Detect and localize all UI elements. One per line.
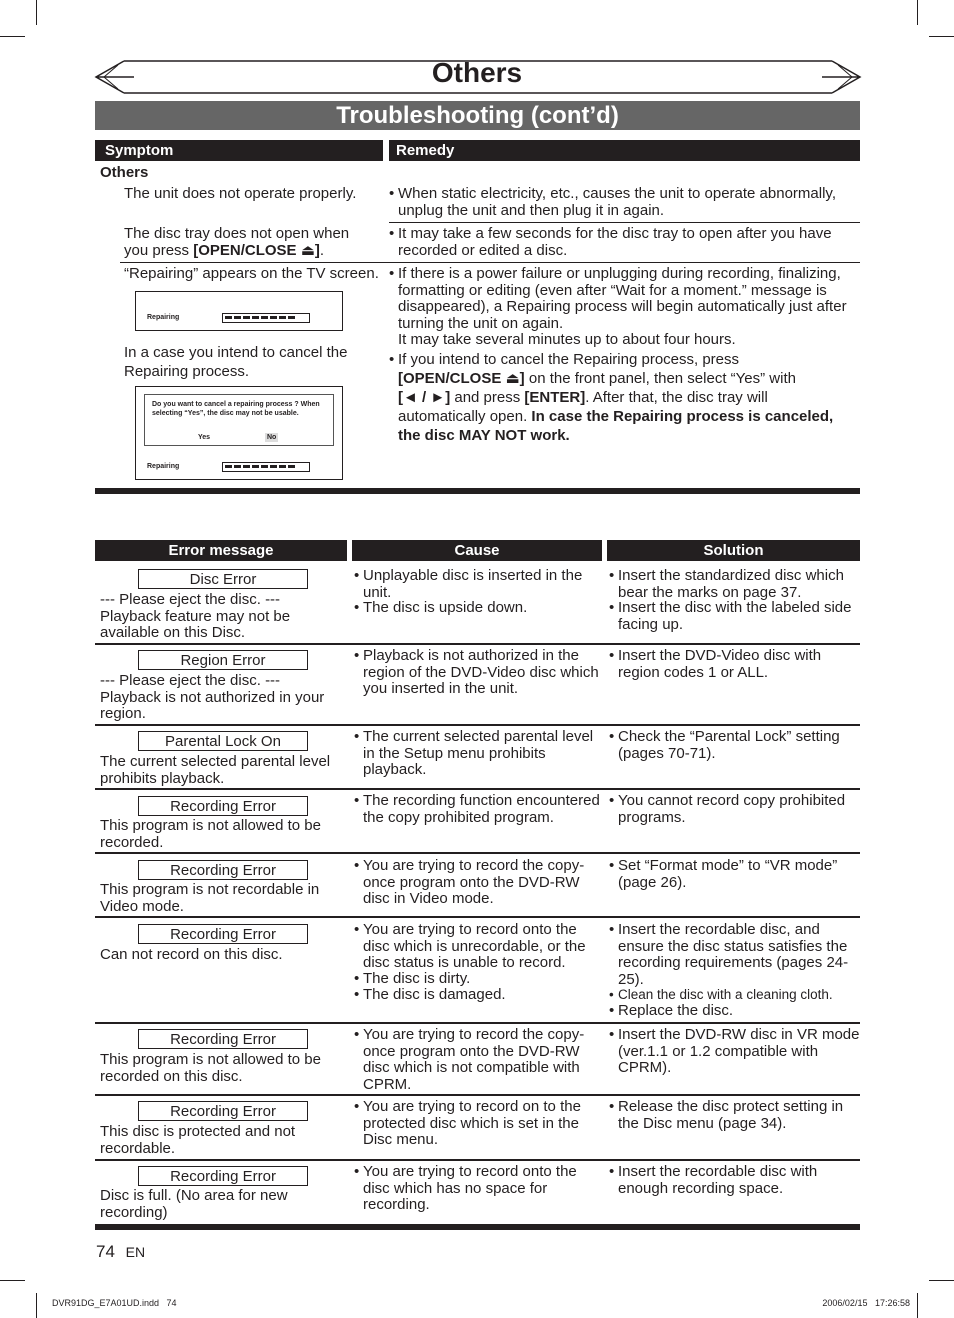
remedy-3b-warning-2: the disc MAY NOT work.: [398, 427, 570, 444]
section-title: Troubleshooting (cont’d): [95, 101, 860, 130]
table-end-rule: [95, 1224, 860, 1230]
error-box: Recording Error: [138, 796, 308, 816]
remedy-3b-line1: If you intend to cancel the Repairing process, press: [398, 351, 740, 368]
others-section-label: Others: [100, 164, 149, 181]
error-message: This disc is protected and not recordable.: [100, 1123, 296, 1157]
solution-item: • Set “Format mode” to “VR mode” (page 26).: [609, 858, 866, 891]
row-divider: [95, 1159, 860, 1161]
cause-item: • You are trying to record the copy-once program onto the DVD-RW disc which is not compatible with CPRM.: [354, 1027, 603, 1093]
row-divider: [95, 788, 860, 790]
enter-key: [ENTER]: [524, 389, 586, 406]
repairing-label: Repairing: [147, 314, 180, 321]
solution-item: • Release the disc protect setting in the Disc menu (page 34).: [609, 1099, 866, 1132]
remedy-3b-warning: In case the Repairing process is canceled,: [531, 408, 834, 425]
page-number: [96, 1242, 145, 1262]
error-message: Can not record on this disc.: [100, 946, 283, 963]
cause-item: • You are trying to record on to the protected disc which is set in the Disc menu.: [354, 1099, 603, 1149]
error-message: This program is not allowed to be recorded on this disc.: [100, 1051, 321, 1085]
crop-mark: [917, 0, 918, 25]
page-title: Others: [431, 57, 523, 88]
language-code: EN: [125, 1244, 146, 1260]
remedy-3b-after: . After that, the disc tray will: [585, 389, 768, 406]
symptom-2: [124, 226, 374, 259]
footer-file: DVR91DG_E7A01UD.indd 74: [52, 1298, 177, 1308]
cause-item: • The disc is upside down.: [354, 600, 603, 617]
remedy-3b-and-press: and press: [450, 389, 525, 406]
symptom-2-post: .: [319, 241, 325, 259]
error-message: --- Please eject the disc. --- Playback is not authorized in your region.: [100, 672, 325, 722]
arrow-keys: [◄ / ►]: [398, 389, 451, 406]
remedy-2: • It may take a few seconds for the disc tray to open after you have recorded or edited a disc.: [389, 226, 865, 259]
solution-item: • Insert the recordable disc, and ensure the disc status satisfies the recording requirements (pages 24-25).: [609, 922, 866, 988]
cause-item: • You are trying to record onto the disc which is unrecordable, or the disc status is unable to record.: [354, 922, 603, 972]
page-number-value: 74: [96, 1242, 115, 1261]
cause-item: • The recording function encountered the copy prohibited program.: [354, 793, 603, 826]
symptom-2-line1: The disc tray does not open when: [124, 225, 350, 242]
error-message: --- Please eject the disc. --- Playback feature may not be available on this Disc.: [100, 591, 291, 641]
cause-item: • You are trying to record onto the disc which has no space for recording.: [354, 1164, 603, 1214]
error-message: Disc is full. (No area for new recording): [100, 1187, 288, 1221]
dialog-yes-option[interactable]: Yes: [198, 434, 211, 441]
cause-header: [352, 540, 602, 561]
row-divider: [120, 262, 860, 263]
cause-item: • The current selected parental level in the Setup menu prohibits playback.: [354, 729, 603, 779]
repairing-progress-bar: [222, 462, 310, 472]
cause-header-label: Cause: [454, 542, 500, 559]
solution-item: • Insert the recordable disc with enough recording space.: [609, 1164, 866, 1197]
remedy-3a-duration: It may take several minutes up to about four hours.: [398, 331, 736, 348]
dialog-message: Do you want to cancel a repairing process ? When selecting “Yes”, the disc may not be usable.: [152, 401, 320, 417]
remedy-3b: [389, 350, 865, 445]
solution-item: • You cannot record copy prohibited programs.: [609, 793, 866, 826]
symptom-header: [95, 140, 383, 161]
solution-item: • Insert the DVD-Video disc with region codes 1 or ALL.: [609, 648, 866, 681]
solution-item: • Insert the disc with the labeled side facing up.: [609, 600, 866, 633]
cancel-dialog: [144, 394, 334, 446]
symptom-1: The unit does not operate properly.: [124, 185, 357, 202]
remedy-3a: [389, 266, 865, 349]
crop-mark: [917, 1293, 918, 1318]
row-divider: [95, 1094, 860, 1096]
solution-item: • Clean the disc with a cleaning cloth.: [609, 987, 866, 1004]
remedy-3a-text: If there is a power failure or unplugging during recording, finalizing, formatting or editing (even after “Wait for a moment.” message is disappeared), a Repairing process will begin automatically just after turning the unit on again.: [398, 265, 847, 332]
repairing-label: Repairing: [147, 463, 180, 470]
error-box: Recording Error: [138, 924, 308, 944]
crop-mark: [0, 1280, 25, 1281]
cause-item: • Playback is not authorized in the region of the DVD-Video disc which you inserted in the unit.: [354, 648, 603, 698]
symptom-3: “Repairing” appears on the TV screen.: [124, 265, 379, 282]
remedy-1: • When static electricity, etc., causes the unit to operate abnormally, unplug the unit and then plug it in again.: [389, 186, 865, 219]
cause-item: • The disc is dirty.: [354, 971, 603, 988]
error-box: Recording Error: [138, 1166, 308, 1186]
symptom-header-label: Symptom: [105, 142, 174, 159]
row-divider: [95, 852, 860, 854]
crop-mark: [36, 1293, 37, 1318]
remedy-header-label: Remedy: [396, 142, 455, 159]
solution-header: [607, 540, 860, 561]
remedy-3b-auto-open: automatically open.: [398, 408, 532, 425]
solution-item: • Check the “Parental Lock” setting (pages 70-71).: [609, 729, 866, 762]
row-divider: [95, 724, 860, 726]
cause-item: • The disc is damaged.: [354, 987, 603, 1004]
solution-header-label: Solution: [703, 542, 764, 559]
error-box: Recording Error: [138, 1029, 308, 1049]
row-divider: [95, 916, 860, 918]
error-box: Disc Error: [138, 569, 308, 589]
row-divider: [95, 1022, 860, 1024]
crop-mark: [0, 36, 25, 37]
repairing-progress-bar: [222, 313, 310, 323]
error-message-header-label: Error message: [168, 542, 274, 559]
symptom-3b: In a case you intend to cancel the Repairing process.: [124, 344, 348, 380]
crop-mark: [929, 1280, 954, 1281]
error-box: Parental Lock On: [138, 731, 308, 751]
open-close-key: [OPEN/CLOSE ⏏]: [398, 370, 525, 387]
footer-timestamp: 2006/02/15 17:26:58: [822, 1298, 910, 1308]
error-message-header: [95, 540, 347, 561]
cause-item: • Unplayable disc is inserted in the unit.: [354, 568, 603, 601]
error-box: Recording Error: [138, 860, 308, 880]
repairing-screen: [135, 291, 343, 331]
solution-item: • Insert the standardized disc which bear the marks on page 37.: [609, 568, 866, 601]
cause-item: • You are trying to record the copy-once program onto the DVD-RW disc in Video mode.: [354, 858, 603, 908]
table-end-rule: [95, 488, 860, 494]
crop-mark: [929, 36, 954, 37]
symptom-2-pre: you press: [124, 241, 194, 259]
error-box: Region Error: [138, 650, 308, 670]
error-message: This program is not recordable in Video mode.: [100, 881, 320, 915]
cancel-repair-screen: [135, 386, 343, 480]
error-message: This program is not allowed to be recorded.: [100, 817, 321, 851]
row-divider: [95, 643, 860, 645]
solution-item: • Replace the disc.: [609, 1003, 866, 1020]
error-box: Recording Error: [138, 1101, 308, 1121]
row-divider: [389, 222, 860, 223]
dialog-no-option[interactable]: No: [267, 434, 277, 441]
remedy-header: [389, 140, 860, 161]
open-close-key: [OPEN/CLOSE ⏏]: [193, 241, 320, 259]
solution-item: • Insert the DVD-RW disc in VR mode (ver.1.1 or 1.2 compatible with CPRM).: [609, 1027, 866, 1077]
remedy-3b-line2: on the front panel, then select “Yes” with: [524, 370, 796, 387]
error-message: The current selected parental level prohibits playback.: [100, 753, 331, 787]
crop-mark: [36, 0, 37, 25]
